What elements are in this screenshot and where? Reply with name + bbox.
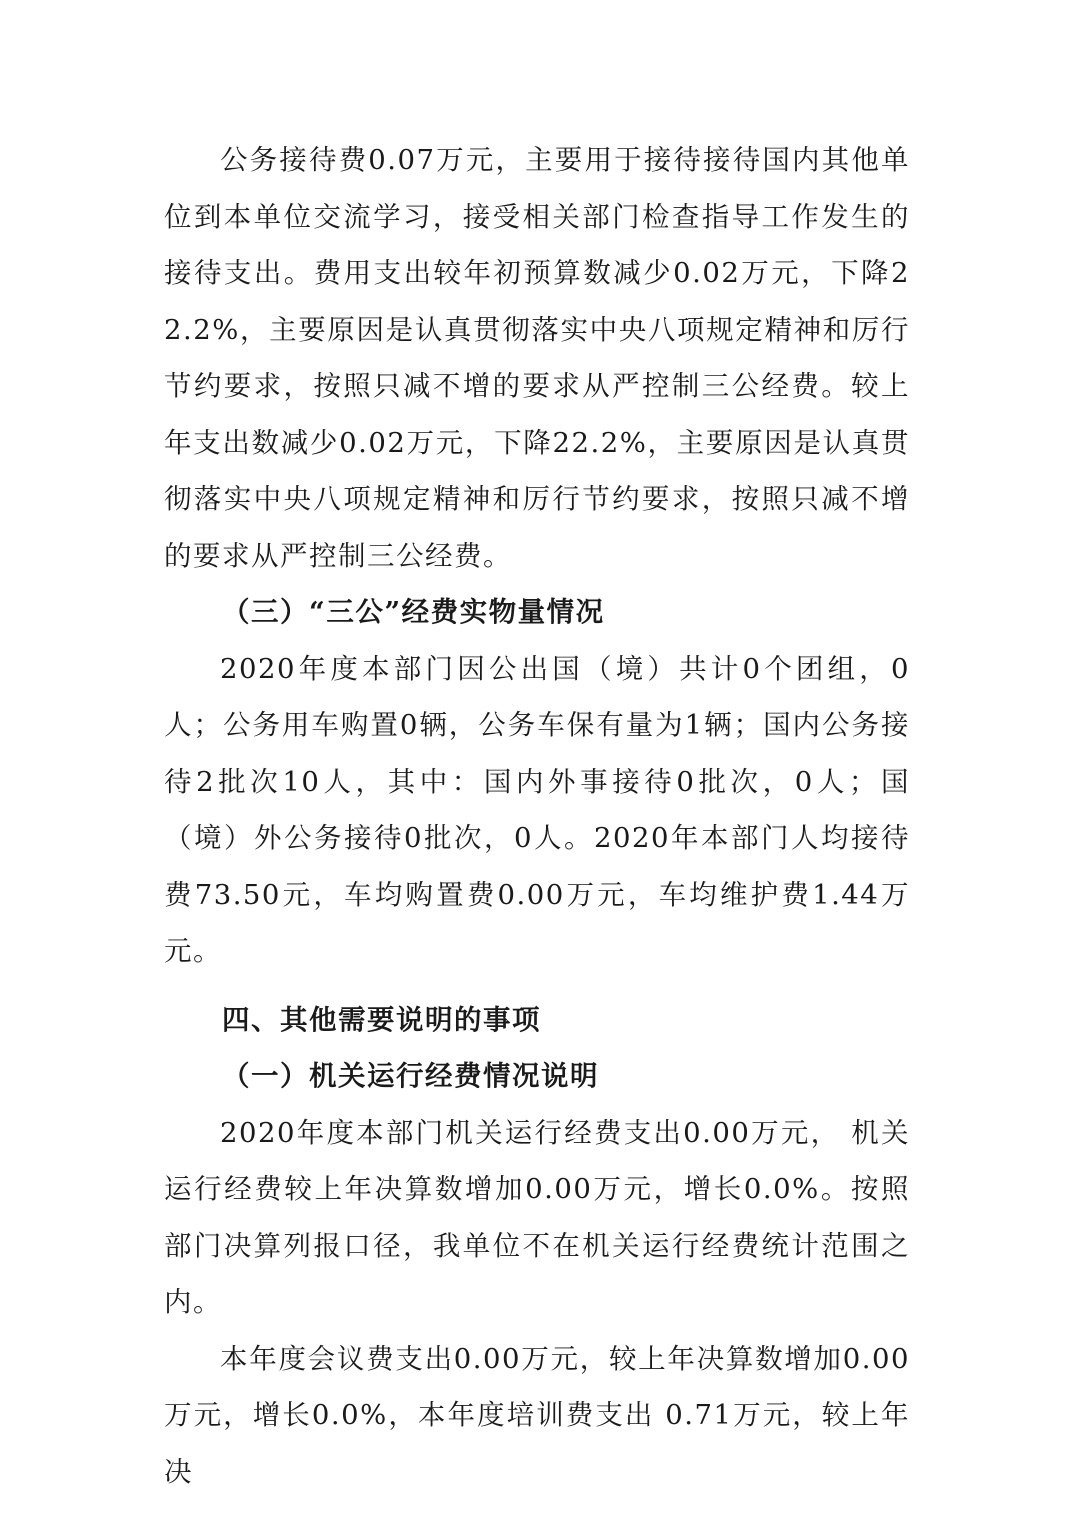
paragraph-physical-quantity: 2020年度本部门因公出国（境）共计0个团组，0人；公务用车购置0辆，公务车保有量为1辆；国内公务接待2批次10人，其中：国内外事接待0批次，0人；国（境）外公务接待0批次，0人。2020年本部门人均接待费73.50元，车均购置费0.00万元，车均维护费1.44万元。 — [164, 652, 910, 967]
paragraph-operating-cost: 2020年度本部门机关运行经费支出0.00万元， 机关运行经费较上年决算数增加0.00万元，增长0.0%。按照部门决算列报口径，我单位不在机关运行经费统计范围之内。 — [164, 1116, 910, 1318]
heading-three-public-physical-quantity: （三）“三公”经费实物量情况 — [222, 596, 605, 628]
paragraph-reception-expense: 公务接待费0.07万元，主要用于接待接待国内其他单位到本单位交流学习，接受相关部门检查指导工作发生的接待支出。费用支出较年初预算数减少0.02万元，下降22.2%，主要原因是认真贯彻落实中央八项规定精神和厉行节约要求，按照只减不增的要求从严控制三公经费。较上年支出数减少0.02万元，下降22.2%，主要原因是认真贯彻落实中央八项规定精神和厉行节约要求，按照只减不增的要求从严控制三公经费。 — [164, 144, 910, 572]
heading-other-matters: 四、其他需要说明的事项 — [222, 1003, 541, 1036]
heading-operating-cost: （一）机关运行经费情况说明 — [222, 1060, 599, 1092]
paragraph-meeting-training: 本年度会议费支出0.00万元，较上年决算数增加0.00万元，增长0.0%，本年度培训费支出 0.71万元，较上年决 — [164, 1342, 910, 1488]
section-spacer — [164, 980, 910, 992]
document-page — [164, 132, 910, 1500]
